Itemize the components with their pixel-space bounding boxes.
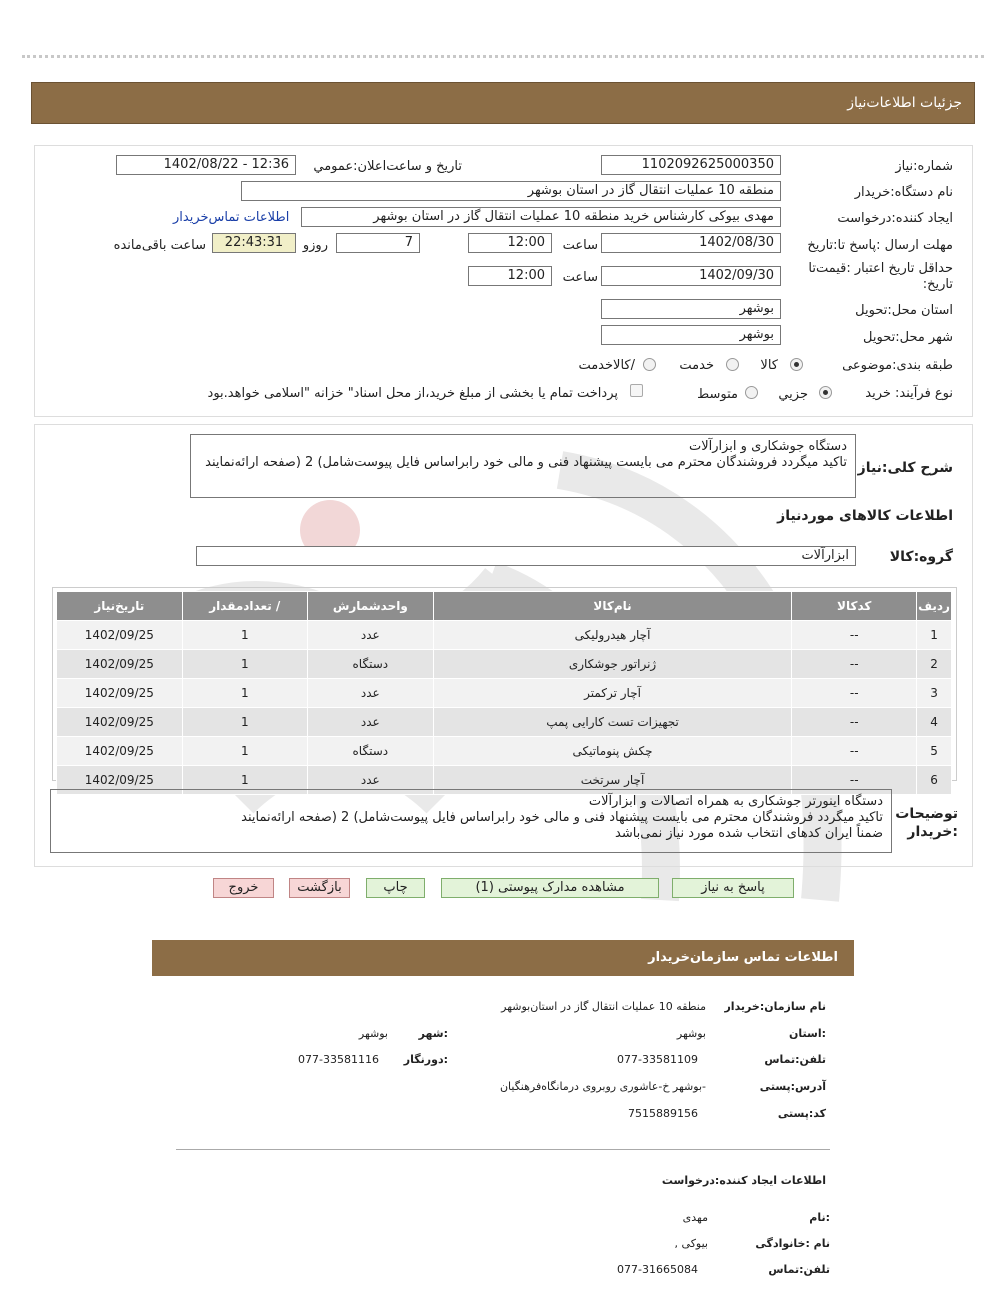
buyer-notes-text-content: دستگاه اینورتر جوشکاری به همراه اتصالات و ابزارآلات تاکید میگردد فروشندگان محترم می بایست پیشنهاد فنی و مالی خود رابراساس فایل پیوست‌شامل) 2 (صفحه ارائه‌نمایند ضمناً ایران کدهای انتخاب شده مورد نیاز نمی‌باشد bbox=[241, 794, 883, 841]
cell-name: آچار هیدرولیکی bbox=[433, 621, 792, 650]
validity-time-label: ساعت bbox=[562, 270, 598, 285]
cell-qty: 1 bbox=[182, 650, 307, 679]
creator-name-value: مهدی bbox=[682, 1211, 708, 1224]
cell-unit: دستگاه bbox=[307, 650, 433, 679]
buyer-org-field: منطقه 10 عملیات انتقال گاز در استان بوشهر bbox=[241, 181, 781, 201]
creator-phone-value: 077-31665084 bbox=[617, 1263, 698, 1276]
remaining-label: ساعت باقی‌مانده bbox=[113, 238, 206, 253]
creator-field: مهدی بیوکی کارشناس خرید منطقه 10 عملیات انتقال گاز در استان بوشهر bbox=[301, 207, 781, 227]
treasury-payment-checkbox[interactable] bbox=[630, 384, 643, 397]
cell-date: 1402/09/25 bbox=[57, 621, 183, 650]
creator-phone-label: تلفن:تماس bbox=[768, 1263, 830, 1276]
creator-name-label: :نام bbox=[809, 1211, 830, 1224]
contact-postal-label: کد:پستی bbox=[777, 1107, 826, 1120]
validity-label-text: حداقل تاریخ اعتبار :قیمت‌تا تاریخ: bbox=[808, 261, 953, 292]
group-field: ابزارآلات bbox=[196, 546, 856, 566]
summary-text bbox=[190, 434, 856, 498]
table-row bbox=[57, 737, 952, 766]
contact-address-label: آدرس:پستی bbox=[759, 1080, 826, 1093]
print-button[interactable]: چاپ bbox=[366, 878, 425, 898]
summary-text-content: دستگاه جوشکاری و ابزارآلات تاکید میگردد فروشندگان محترم می بایست پیشنهاد فنی و مالی خود رابراساس فایل پیوست‌شامل) 2 (صفحه ارائه‌نمایند bbox=[205, 439, 847, 470]
deadline-time-label: ساعت bbox=[562, 238, 598, 253]
cell-date: 1402/09/25 bbox=[57, 679, 183, 708]
cell-code: -- bbox=[792, 708, 917, 737]
cell-code: -- bbox=[792, 650, 917, 679]
city-label: شهر محل:تحویل bbox=[863, 330, 953, 345]
cell-name: ژنراتور جوشکاری bbox=[433, 650, 792, 679]
items-table bbox=[56, 591, 952, 795]
cell-unit: دستگاه bbox=[307, 737, 433, 766]
table-row bbox=[57, 650, 952, 679]
contact-org-value: منطقه 10 عملیات انتقال گاز در استان‌بوشهر bbox=[501, 1000, 706, 1013]
contact-phone-label: تلفن:تماس bbox=[764, 1053, 826, 1066]
deadline-date-field: 1402/08/30 bbox=[601, 233, 781, 253]
col-date: تاریخ‌نیاز bbox=[57, 592, 183, 621]
process-partial-label: جزيي bbox=[778, 387, 808, 402]
cell-row: 4 bbox=[917, 708, 952, 737]
cell-row: 6 bbox=[917, 766, 952, 795]
cell-row: 2 bbox=[917, 650, 952, 679]
col-qty: / تعدادمقدار bbox=[182, 592, 307, 621]
category-service-radio[interactable] bbox=[726, 358, 739, 371]
contact-phone-value: 077-33581109 bbox=[617, 1053, 698, 1066]
category-service-label: خدمت bbox=[679, 358, 714, 373]
contact-address-value: -بوشهر خ-عاشوری روبروی درمانگاه‌فرهنگیان bbox=[499, 1080, 706, 1093]
process-medium-label: متوسط bbox=[697, 387, 738, 402]
days-label: روزو bbox=[302, 238, 328, 253]
city-field: بوشهر bbox=[601, 325, 781, 345]
category-goods-service-radio[interactable] bbox=[643, 358, 656, 371]
cell-name: آچار ترکمتر bbox=[433, 679, 792, 708]
province-field: بوشهر bbox=[601, 299, 781, 319]
buyer-contact-title: اطلاعات تماس سازمان‌خریدار bbox=[648, 950, 838, 965]
deadline-label: مهلت ارسال :پاسخ تا:تاریخ bbox=[807, 238, 953, 253]
buyer-notes-label-text: توضیحات :خریدار bbox=[895, 806, 958, 840]
table-row bbox=[57, 708, 952, 737]
buyer-contact-header bbox=[152, 940, 854, 976]
buyer-notes-text bbox=[50, 789, 892, 853]
reply-button[interactable]: پاسخ به نیاز bbox=[672, 878, 794, 898]
need-number-label: شماره:نیاز bbox=[895, 159, 953, 174]
cell-name: تجهیزات تست کارایی پمپ bbox=[433, 708, 792, 737]
col-unit: واحدشمارش bbox=[307, 592, 433, 621]
goods-info-title: اطلاعات کالاهای مورد‌نیاز bbox=[777, 508, 953, 524]
contact-org-label: نام سازمان:خریدار bbox=[724, 1000, 826, 1013]
remaining-time-field: 22:43:31 bbox=[212, 233, 296, 253]
items-table-header bbox=[57, 592, 952, 621]
table-row bbox=[57, 621, 952, 650]
table-row bbox=[57, 679, 952, 708]
days-field: 7 bbox=[336, 233, 420, 253]
summary-label: شرح کلی:نیاز bbox=[857, 460, 953, 476]
cell-code: -- bbox=[792, 621, 917, 650]
group-label: گروه:کالا bbox=[889, 549, 953, 565]
announce-date-field: 1402/08/22 - 12:36 bbox=[116, 155, 296, 175]
contact-fax-value: 077-33581116 bbox=[298, 1053, 379, 1066]
contact-postal-value: 7515889156 bbox=[628, 1107, 698, 1120]
category-goods-label: کالا bbox=[760, 358, 778, 373]
cell-qty: 1 bbox=[182, 737, 307, 766]
cell-row: 3 bbox=[917, 679, 952, 708]
cell-code: -- bbox=[792, 766, 917, 795]
cell-row: 1 bbox=[917, 621, 952, 650]
buyer-org-label: نام دستگاه:خریدار bbox=[854, 185, 953, 200]
process-partial-radio[interactable] bbox=[819, 386, 832, 399]
cell-unit: عدد bbox=[307, 708, 433, 737]
contact-city-label: :شهر bbox=[418, 1027, 448, 1040]
category-goods-radio[interactable] bbox=[790, 358, 803, 371]
creator-family-label: نام :خانوادگی bbox=[755, 1237, 830, 1250]
creator-info-title: اطلاعات ایجاد کننده:درخواست bbox=[661, 1174, 826, 1187]
cell-qty: 1 bbox=[182, 621, 307, 650]
cell-qty: 1 bbox=[182, 708, 307, 737]
cell-date: 1402/09/25 bbox=[57, 708, 183, 737]
validity-label bbox=[793, 261, 953, 293]
contact-province-value: بوشهر bbox=[676, 1027, 706, 1040]
cell-qty: 1 bbox=[182, 766, 307, 795]
cell-unit: عدد bbox=[307, 621, 433, 650]
col-code: کدکالا bbox=[792, 592, 917, 621]
contact-fax-label: :دورنگار bbox=[403, 1053, 448, 1066]
cell-unit: عدد bbox=[307, 766, 433, 795]
category-goods-service-label: /کالاخدمت bbox=[578, 358, 635, 373]
view-attachments-button[interactable]: مشاهده مدارک پیوستی (1) bbox=[441, 878, 659, 898]
cell-name: چکش پنوماتیکی bbox=[433, 737, 792, 766]
cell-qty: 1 bbox=[182, 679, 307, 708]
cell-date: 1402/09/25 bbox=[57, 737, 183, 766]
contact-city-value: بوشهر bbox=[358, 1027, 388, 1040]
announce-label: تاریخ و ساعت‌اعلان:عمومي bbox=[313, 159, 462, 174]
cell-row: 5 bbox=[917, 737, 952, 766]
cell-name: آچار سرتخت bbox=[433, 766, 792, 795]
cell-unit: عدد bbox=[307, 679, 433, 708]
col-name: نام‌کالا bbox=[433, 592, 792, 621]
cell-code: -- bbox=[792, 737, 917, 766]
validity-time-field: 12:00 bbox=[468, 266, 552, 286]
buyer-contact-link[interactable]: اطلاعات تماس‌خریدار bbox=[173, 210, 290, 225]
process-medium-radio[interactable] bbox=[745, 386, 758, 399]
deadline-time-field: 12:00 bbox=[468, 233, 552, 253]
buyer-notes-label bbox=[896, 805, 958, 841]
contact-divider bbox=[176, 1149, 830, 1150]
treasury-payment-note: پرداخت تمام یا بخشی از مبلغ خرید،از محل اسناد" خزانه "اسلامی خواهد.بود bbox=[207, 386, 618, 401]
top-dotted-divider bbox=[22, 55, 984, 58]
category-label: طبقه بندی:موضوعی bbox=[842, 358, 953, 373]
cell-date: 1402/09/25 bbox=[57, 650, 183, 679]
cell-date: 1402/09/25 bbox=[57, 766, 183, 795]
col-row: ردیف bbox=[917, 592, 952, 621]
page-header-bar bbox=[31, 82, 975, 124]
creator-family-value: بیوکی , bbox=[674, 1237, 708, 1250]
creator-label: ایجاد کننده:درخواست bbox=[837, 211, 953, 226]
need-number-field: 1102092625000350 bbox=[601, 155, 781, 175]
exit-button[interactable]: خروج bbox=[213, 878, 274, 898]
process-label: نوع فرآیند: خرید bbox=[865, 386, 953, 401]
validity-date-field: 1402/09/30 bbox=[601, 266, 781, 286]
cell-code: -- bbox=[792, 679, 917, 708]
back-button[interactable]: بازگشت bbox=[289, 878, 350, 898]
contact-province-label: :استان bbox=[789, 1027, 826, 1040]
page-title: جزئیات اطلاعات‌نیاز bbox=[847, 95, 962, 111]
province-label: استان محل:تحویل bbox=[855, 303, 953, 318]
